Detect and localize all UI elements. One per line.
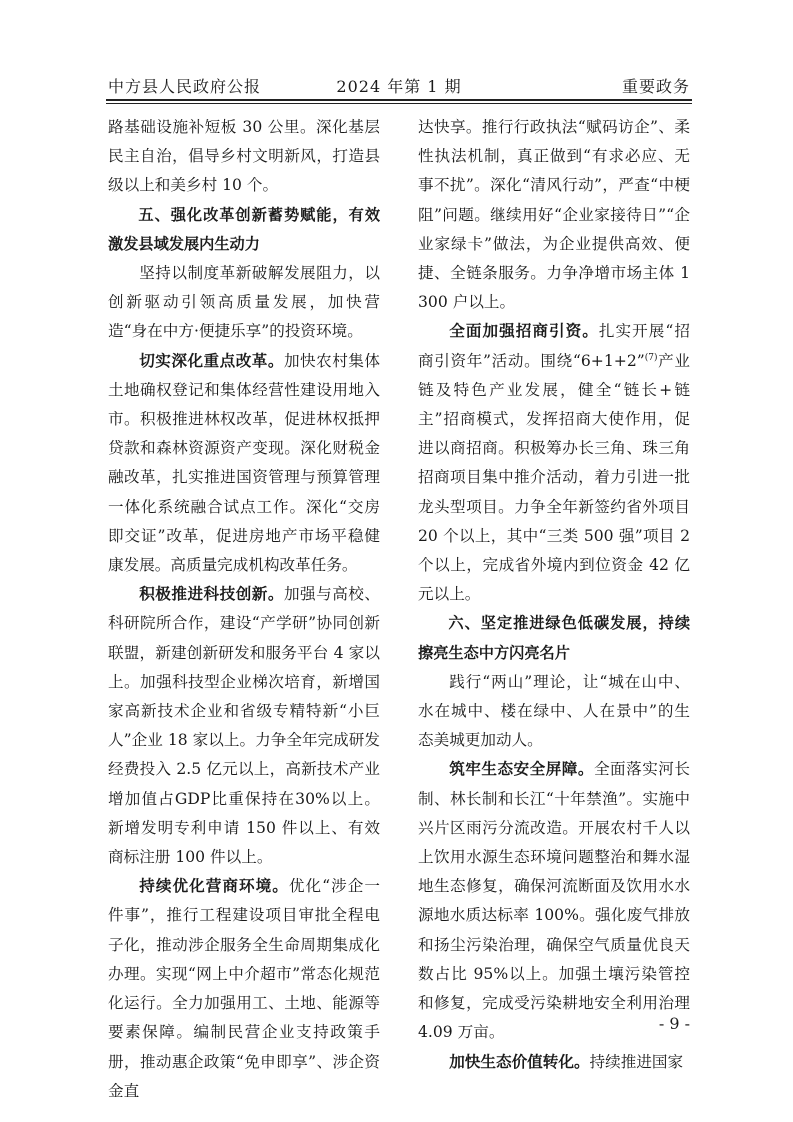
- page-header: [108, 76, 690, 98]
- paragraph-body: 持续推进国家: [589, 1052, 684, 1071]
- header-rule-thick: [106, 99, 692, 101]
- paragraph: [418, 317, 690, 609]
- paragraph-lead: 加快生态价值转化。: [449, 1052, 590, 1071]
- page-number: - 9 -: [658, 1014, 690, 1033]
- left-column: [108, 113, 380, 1106]
- header-rule-thin: [106, 103, 692, 104]
- paragraph: 践行“两山”理论，让“城在山中、水在城中、楼在绿中、人在景中”的生态美城更加动人。: [418, 672, 690, 750]
- paragraph: 达快享。推行行政执法“赋码访企”、柔性执法机制，真正做到“有求必应、无事不扰”。深化“清风行动”，严查“中梗阻”问题。继续用好“企业家接待日”“企业家绿卡”做法，为企业提供高效、便捷、全链条服务。力争净增市场主体 1300 户以上。: [418, 118, 690, 312]
- paragraph: [108, 872, 380, 1106]
- section-title: 重要政务: [621, 77, 690, 96]
- paragraph-lead: 持续优化营商环境。: [139, 877, 289, 896]
- paragraph-body: 加快农村集体土地确权登记和集体经营性建设用地入市。积极推进林权改革，促进林权抵押贷款和森林资源资产变现。深化财税金融改革，扎实推进国资管理与预算管理一体化系统融合试点工作。深化“交房即交证”改革，促进房地产市场平稳健康发展。高质量完成机构改革任务。: [108, 351, 380, 575]
- right-column: [418, 113, 690, 1077]
- footnote-marker: (7): [644, 352, 658, 363]
- paragraph: [108, 580, 380, 872]
- section-heading: 六、坚定推进绿色低碳发展，持续擦亮生态中方闪亮名片: [418, 614, 690, 662]
- paragraph-lead: 筑牢生态安全屏障。: [449, 760, 594, 779]
- paragraph-body: 产业链及特色产业发展，健全“链长+链主”招商模式，发挥招商大使作用，促进以商招商。积极筹办长三角、珠三角招商项目集中推介活动，着力引进一批龙头型项目。力争全年新签约省外项目 20 个以上，其中“三类 500 强”项目 2 个以上，完成省外境内到位资金 42 亿元以上。: [418, 351, 690, 604]
- paragraph-body: 优化“涉企一件事”，推行工程建设项目审批全程电子化，推动涉企服务全生命周期集成化办理。实现“网上中介超市”常态化规范化运行。全力加强用工、土地、能源等要素保障。编制民营企业支持政策手册，推动惠企政策“免申即享”、涉企资金直: [108, 877, 380, 1100]
- issue-number: 2024 年第 1 期: [336, 77, 462, 96]
- paragraph: [418, 755, 690, 1047]
- section-heading: 五、强化改革创新蓄势赋能，有效激发县域发展内生动力: [108, 205, 380, 253]
- paragraph: 坚持以制度革新破解发展阻力，以创新驱动引领高质量发展，加快营造“身在中方·便捷乐享”的投资环境。: [108, 264, 380, 341]
- paragraph: 路基础设施补短板 30 公里。深化基层民主自治，倡导乡村文明新风，打造县级以上和美乡村 10 个。: [108, 118, 380, 195]
- paragraph-body: 扎实开展“招商引资年”活动。围绕“6+1+2”: [418, 322, 690, 370]
- publication-title: 中方县人民政府公报: [108, 77, 262, 96]
- paragraph-lead: 切实深化重点改革。: [139, 351, 284, 370]
- paragraph-body: 全面落实河长制、林长制和长江“十年禁渔”。实施中兴片区雨污分流改造。开展农村千人以上饮用水源生态环境问题整治和舞水湿地生态修复，确保河流断面及饮用水水源地水质达标率 100%。强化废气排放和扬尘污染治理，确保空气质量优良天数占比 95%以上。加强土壤污染管控和修复，完成受污染耕地安全利用治理 4.09 万亩。: [418, 760, 690, 1042]
- paragraph-lead: 积极推进科技创新。: [139, 585, 284, 604]
- paragraph: [418, 1048, 690, 1077]
- paragraph: [108, 347, 380, 581]
- paragraph-lead: 全面加强招商引资。: [449, 322, 599, 341]
- paragraph-body: 加强与高校、科研院所合作，建设“产学研”协同创新联盟，新建创新研发和服务平台 4 家以上。加强科技型企业梯次培育，新增国家高新技术企业和省级专精特新“小巨人”企业 18 家以上。力争全年完成研发经费投入 2.5 亿元以上，高新技术产业增加值占GDP比重保持在30%以上。新增发明专利申请 150 件以上、有效商标注册 100 件以上。: [108, 585, 380, 867]
